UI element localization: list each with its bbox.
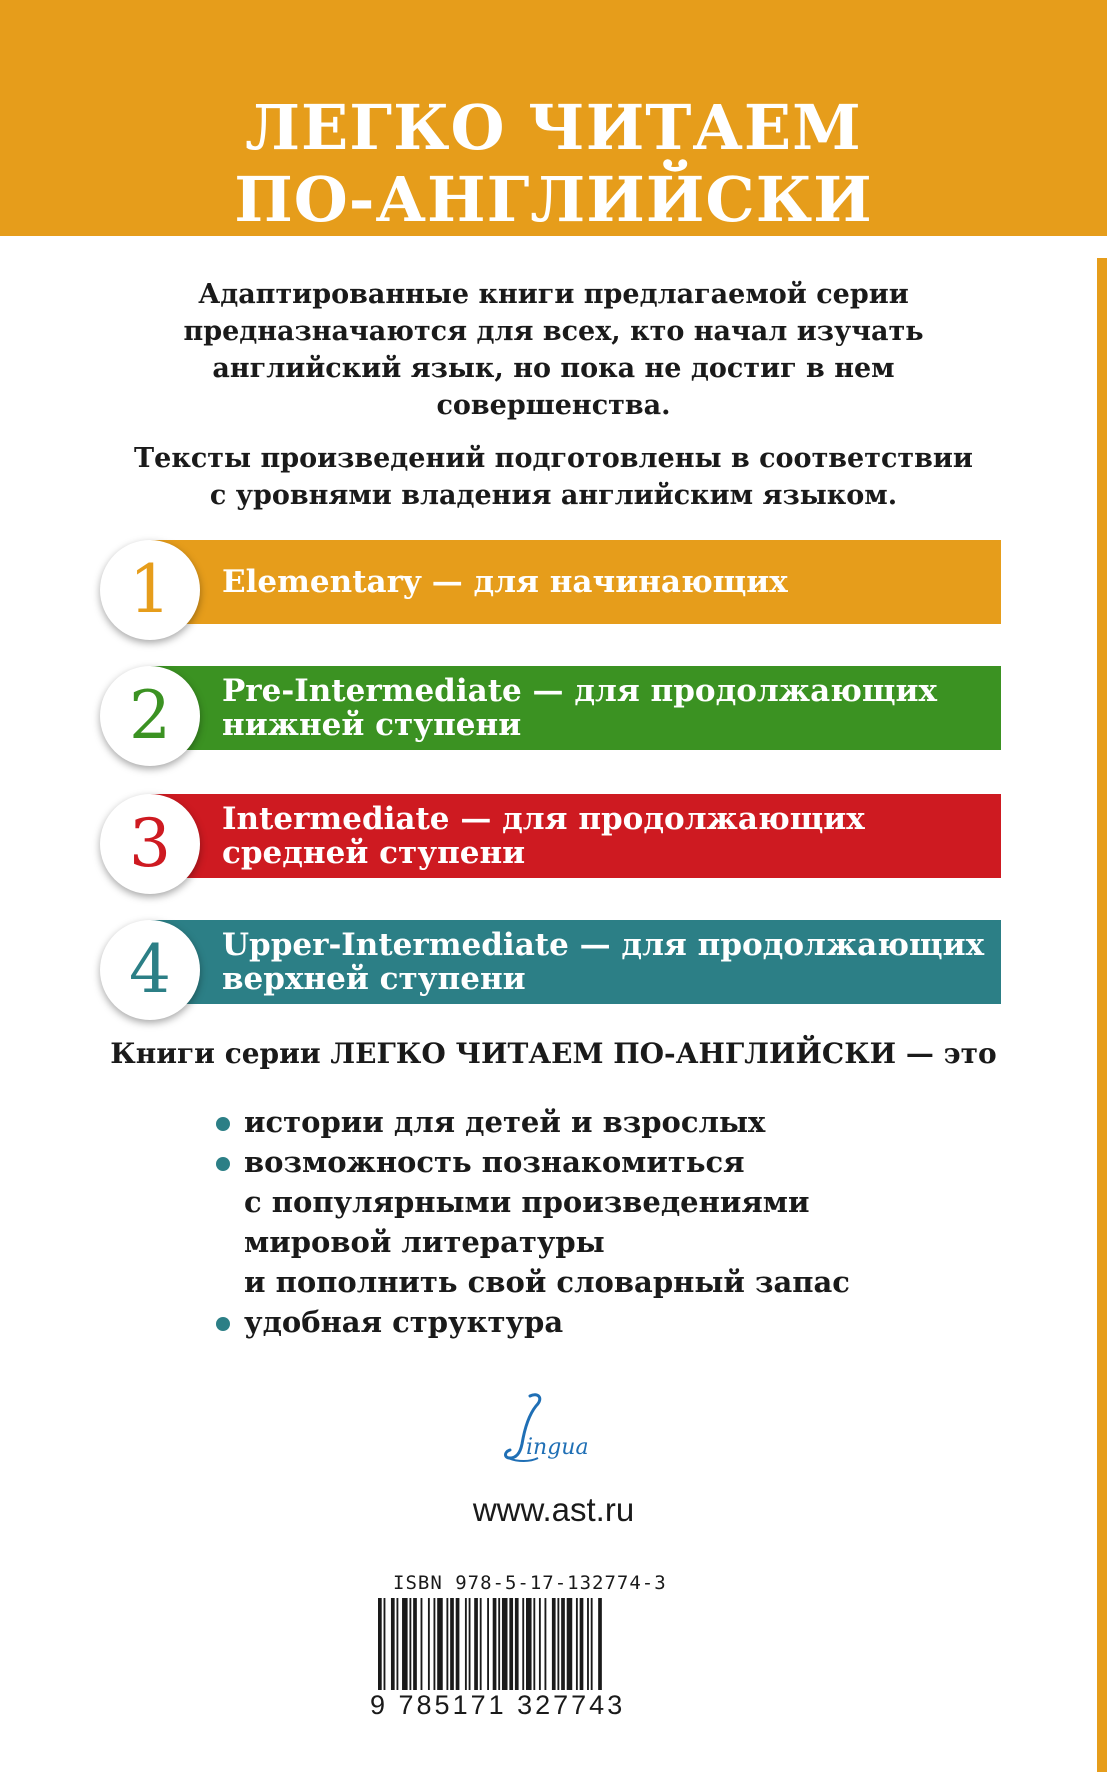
level-3-number-badge: 3 [100, 794, 200, 894]
list-item [216, 1102, 1016, 1142]
isbn-text: ISBN 978-5-17-132774-3 [393, 1572, 667, 1594]
svg-text:ingua: ingua [526, 1435, 589, 1460]
level-3-bar [150, 794, 1001, 878]
intro-p1-line-2: предназначаются для всех, кто начал изучать [183, 316, 924, 347]
intro-p1-line-1: Адаптированные книги предлагаемой серии [198, 279, 909, 310]
intro-paragraph-2 [60, 440, 1047, 514]
level-4-label-line-1: Upper-Intermediate — для продолжающих [222, 927, 985, 963]
level-1-label-line-1: Elementary — для начинающих [222, 564, 788, 600]
level-1-number-badge: 1 [100, 540, 200, 640]
feature-3-line-1: удобная структура [244, 1305, 564, 1339]
barcode-icon [376, 1598, 661, 1690]
intro-p2-line-1: Тексты произведений подготовлены в соответствии [134, 443, 973, 474]
series-title-line-1: ЛЕГКО ЧИТАЕМ [245, 91, 862, 164]
level-2-label-line-2: нижней ступени [222, 707, 522, 743]
level-2-bar [150, 666, 1001, 750]
lingua-logo [478, 1392, 598, 1472]
level-3-label-line-2: средней ступени [222, 835, 526, 871]
intro-p2-line-2: с уровнями владения английским языком. [209, 480, 898, 511]
list-item [216, 1302, 1016, 1342]
level-4-label-line-2: верхней ступени [222, 961, 526, 997]
list-item [216, 1142, 1016, 1302]
bullet-dot-icon [216, 1117, 230, 1131]
feature-2-line-2: с популярными произведениями [244, 1185, 810, 1219]
bullet-dot-icon [216, 1157, 230, 1171]
level-2-number-badge: 2 [100, 666, 200, 766]
feature-2-line-3: мировой литературы [244, 1225, 605, 1259]
feature-2-line-1: возможность познакомиться [244, 1145, 745, 1179]
feature-1-line-1: истории для детей и взрослых [244, 1105, 766, 1139]
series-title [0, 92, 1107, 236]
level-4-bar [150, 920, 1001, 1004]
intro-p1-line-4: совершенства. [436, 390, 671, 421]
intro-p1-line-3: английский язык, но пока не достиг в нем [212, 353, 895, 384]
bullet-dot-icon [216, 1317, 230, 1331]
level-4-number-badge: 4 [100, 920, 200, 1020]
website-url: www.ast.ru [472, 1491, 635, 1528]
level-1-bar [150, 540, 1001, 624]
intro-text [60, 276, 1047, 530]
level-3-label-line-1: Intermediate — для продолжающих [222, 801, 865, 837]
intro-paragraph-1 [60, 276, 1047, 424]
barcode-digits: 9 785171 327743 [370, 1690, 626, 1720]
right-edge-stripe [1097, 258, 1107, 1772]
feature-list [216, 1102, 1016, 1342]
feature-2-line-4: и пополнить свой словарный запас [244, 1265, 850, 1299]
level-2-label-line-1: Pre-Intermediate — для продолжающих [222, 673, 937, 709]
series-title-line-2: ПО-АНГЛИЙСКИ [234, 163, 873, 236]
series-definition: Книги серии ЛЕГКО ЧИТАЕМ ПО-АНГЛИЙСКИ — это [110, 1037, 997, 1070]
